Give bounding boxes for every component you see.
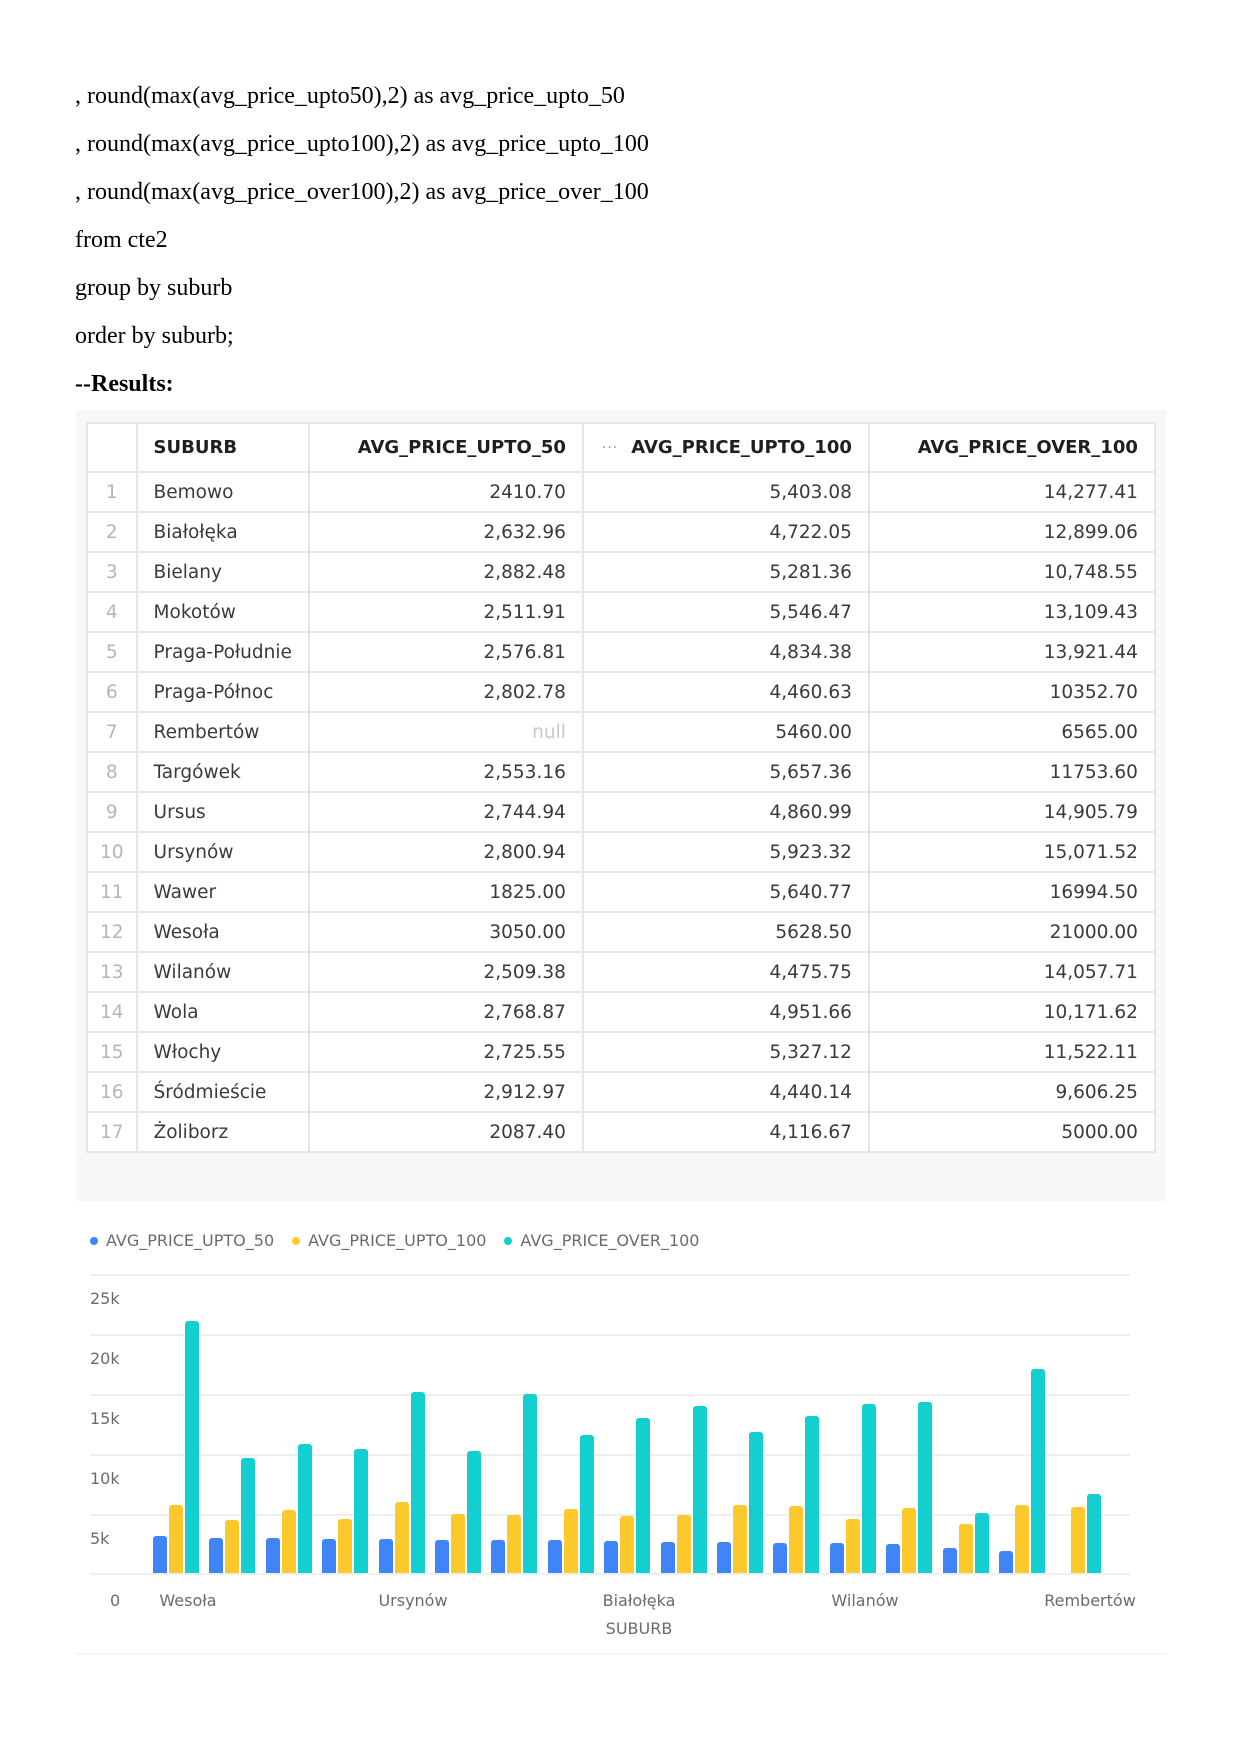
bar-upto-50[interactable] [322, 1539, 336, 1573]
table-row[interactable] [87, 672, 1155, 712]
cell-suburb[interactable]: Wawer [137, 872, 309, 912]
cell-avg-price-over-100[interactable]: 10,748.55 [869, 552, 1155, 592]
bar-upto-100[interactable] [338, 1519, 352, 1573]
bar-upto-100[interactable] [846, 1519, 860, 1573]
cell-avg-price-over-100[interactable]: 11,522.11 [869, 1032, 1155, 1072]
bar-upto-100[interactable] [564, 1509, 578, 1573]
cell-avg-price-upto-50[interactable]: 2,912.97 [309, 1072, 583, 1112]
results-table-panel [76, 410, 1166, 1201]
sql-line: group by suburb [75, 275, 233, 301]
bar-upto-100[interactable] [169, 1505, 183, 1573]
cell-avg-price-upto-50[interactable]: 1825.00 [309, 872, 583, 912]
bar-upto-50[interactable] [435, 1540, 449, 1573]
row-index: 10 [87, 832, 137, 872]
cell-avg-price-upto-100[interactable]: 4,116.67 [583, 1112, 869, 1152]
bar-upto-100[interactable] [677, 1515, 691, 1573]
row-index: 16 [87, 1072, 137, 1112]
bar-over-100[interactable] [805, 1416, 819, 1573]
bar-over-100[interactable] [354, 1449, 368, 1573]
cell-avg-price-upto-50[interactable]: null [309, 712, 583, 752]
column-header-avg-price-upto-100[interactable] [583, 423, 869, 472]
cell-avg-price-over-100[interactable]: 10352.70 [869, 672, 1155, 712]
column-header-avg-price-upto-50[interactable]: AVG_PRICE_UPTO_50 [309, 423, 583, 472]
cell-avg-price-over-100[interactable]: 14,057.71 [869, 952, 1155, 992]
bar-upto-50[interactable] [379, 1539, 393, 1573]
cell-suburb[interactable]: Targówek [137, 752, 309, 792]
bar-upto-100[interactable] [507, 1515, 521, 1573]
row-index: 2 [87, 512, 137, 552]
sql-line: , round(max(avg_price_over100),2) as avg_price_over_100 [75, 179, 649, 205]
table-row[interactable] [87, 832, 1155, 872]
bar-over-100[interactable] [411, 1392, 425, 1573]
cell-avg-price-upto-50[interactable]: 2,882.48 [309, 552, 583, 592]
bar-upto-50[interactable] [999, 1551, 1013, 1573]
bar-over-100[interactable] [467, 1451, 481, 1573]
bar-upto-50[interactable] [548, 1540, 562, 1573]
cell-avg-price-upto-100[interactable]: 5,403.08 [583, 472, 869, 512]
row-index: 7 [87, 712, 137, 752]
bar-upto-100[interactable] [282, 1510, 296, 1573]
cell-suburb[interactable]: Wesoła [137, 912, 309, 952]
row-index: 13 [87, 952, 137, 992]
row-index: 6 [87, 672, 137, 712]
table-row[interactable] [87, 592, 1155, 632]
x-tick-label: Ursynów [378, 1591, 448, 1610]
bar-upto-100[interactable] [959, 1524, 973, 1573]
row-index: 12 [87, 912, 137, 952]
cell-suburb[interactable]: Bielany [137, 552, 309, 592]
cell-avg-price-upto-100[interactable]: 5,657.36 [583, 752, 869, 792]
bar-upto-50[interactable] [266, 1538, 280, 1573]
cell-avg-price-over-100[interactable]: 14,905.79 [869, 792, 1155, 832]
sql-line: , round(max(avg_price_upto100),2) as avg_price_upto_100 [75, 131, 649, 157]
table-row[interactable] [87, 712, 1155, 752]
bar-over-100[interactable] [580, 1435, 594, 1573]
cell-avg-price-upto-50[interactable]: 2,553.16 [309, 752, 583, 792]
cell-suburb[interactable]: Praga-Północ [137, 672, 309, 712]
cell-avg-price-upto-100[interactable]: 5,281.36 [583, 552, 869, 592]
cell-avg-price-upto-100[interactable]: 5460.00 [583, 712, 869, 752]
cell-suburb[interactable]: Żoliborz [137, 1112, 309, 1152]
sql-line: order by suburb; [75, 323, 234, 349]
cell-avg-price-upto-50[interactable]: 2,511.91 [309, 592, 583, 632]
row-index: 4 [87, 592, 137, 632]
y-tick-label: 25k [90, 1289, 120, 1308]
bar-upto-50[interactable] [830, 1543, 844, 1573]
cell-avg-price-upto-100[interactable]: 5,923.32 [583, 832, 869, 872]
bar-over-100[interactable] [862, 1404, 876, 1573]
cell-avg-price-upto-50[interactable]: 2410.70 [309, 472, 583, 512]
cell-avg-price-over-100[interactable]: 10,171.62 [869, 992, 1155, 1032]
cell-avg-price-upto-50[interactable]: 2,768.87 [309, 992, 583, 1032]
bar-upto-100[interactable] [620, 1516, 634, 1573]
y-tick-label: 20k [90, 1349, 120, 1368]
bar-upto-50[interactable] [886, 1544, 900, 1573]
cell-avg-price-upto-50[interactable]: 2,576.81 [309, 632, 583, 672]
cell-avg-price-over-100[interactable]: 9,606.25 [869, 1072, 1155, 1112]
bar-upto-50[interactable] [209, 1538, 223, 1573]
cell-suburb[interactable]: Mokotów [137, 592, 309, 632]
y-tick-label: 10k [90, 1469, 120, 1488]
bar-upto-100[interactable] [1071, 1507, 1085, 1573]
row-index: 9 [87, 792, 137, 832]
table-row[interactable] [87, 992, 1155, 1032]
cell-avg-price-over-100[interactable]: 15,071.52 [869, 832, 1155, 872]
bar-upto-50[interactable] [153, 1536, 167, 1573]
row-index: 8 [87, 752, 137, 792]
cell-avg-price-over-100[interactable]: 12,899.06 [869, 512, 1155, 552]
bar-upto-50[interactable] [717, 1542, 731, 1573]
cell-suburb[interactable]: Ursynów [137, 832, 309, 872]
cell-suburb[interactable]: Białołęka [137, 512, 309, 552]
legend-label: AVG_PRICE_UPTO_50 [106, 1231, 275, 1250]
bar-over-100[interactable] [636, 1418, 650, 1573]
bar-upto-100[interactable] [395, 1502, 409, 1573]
cell-avg-price-over-100[interactable]: 14,277.41 [869, 472, 1155, 512]
results-table [86, 422, 1156, 1153]
table-row[interactable] [87, 512, 1155, 552]
cell-avg-price-upto-50[interactable]: 2,509.38 [309, 952, 583, 992]
cell-avg-price-over-100[interactable]: 13,921.44 [869, 632, 1155, 672]
bar-over-100[interactable] [1087, 1494, 1101, 1573]
bar-upto-100[interactable] [451, 1514, 465, 1573]
bar-upto-100[interactable] [789, 1506, 803, 1573]
cell-avg-price-over-100[interactable]: 5000.00 [869, 1112, 1155, 1152]
column-header-avg-price-over-100[interactable]: AVG_PRICE_OVER_100 [869, 423, 1155, 472]
bar-chart [76, 1215, 1166, 1655]
cell-suburb[interactable]: Bemowo [137, 472, 309, 512]
cell-avg-price-upto-50[interactable]: 2,632.96 [309, 512, 583, 552]
cell-suburb[interactable]: Śródmieście [137, 1072, 309, 1112]
cell-avg-price-over-100[interactable]: 6565.00 [869, 712, 1155, 752]
cell-avg-price-upto-100[interactable]: 4,440.14 [583, 1072, 869, 1112]
cell-avg-price-upto-100[interactable]: 5,546.47 [583, 592, 869, 632]
sql-line: , round(max(avg_price_upto50),2) as avg_price_upto_50 [75, 83, 625, 109]
table-row[interactable] [87, 792, 1155, 832]
cell-avg-price-over-100[interactable]: 13,109.43 [869, 592, 1155, 632]
table-row[interactable] [87, 1112, 1155, 1152]
x-axis-title: SUBURB [605, 1619, 673, 1638]
bar-upto-100[interactable] [902, 1508, 916, 1573]
row-index: 11 [87, 872, 137, 912]
bar-over-100[interactable] [241, 1458, 255, 1573]
row-index: 3 [87, 552, 137, 592]
y-tick-label: 5k [90, 1529, 110, 1548]
sql-line: from cte2 [75, 227, 168, 253]
bar-over-100[interactable] [975, 1513, 989, 1573]
cell-avg-price-upto-50[interactable]: 3050.00 [309, 912, 583, 952]
table-row[interactable] [87, 472, 1155, 512]
table-row[interactable] [87, 1032, 1155, 1072]
bar-over-100[interactable] [298, 1444, 312, 1573]
column-header-suburb[interactable]: SUBURB [137, 423, 309, 472]
cell-suburb[interactable]: Włochy [137, 1032, 309, 1072]
cell-avg-price-over-100[interactable]: 16994.50 [869, 872, 1155, 912]
cell-suburb[interactable]: Ursus [137, 792, 309, 832]
bar-upto-50[interactable] [604, 1541, 618, 1573]
x-tick-label: Białołęka [602, 1591, 676, 1610]
table-row[interactable] [87, 912, 1155, 952]
cell-avg-price-upto-100[interactable]: 5,640.77 [583, 872, 869, 912]
bar-upto-100[interactable] [733, 1505, 747, 1573]
sql-query-text [75, 72, 649, 408]
bar-upto-50[interactable] [661, 1542, 675, 1573]
bar-over-100[interactable] [185, 1321, 199, 1573]
legend-label: AVG_PRICE_OVER_100 [520, 1231, 700, 1250]
y-tick-label: 15k [90, 1409, 120, 1428]
cell-avg-price-upto-50[interactable]: 2,800.94 [309, 832, 583, 872]
table-row[interactable] [87, 752, 1155, 792]
bar-upto-100[interactable] [225, 1520, 239, 1573]
row-index: 15 [87, 1032, 137, 1072]
chart-bottom-divider [76, 1653, 1166, 1655]
cell-suburb[interactable]: Rembertów [137, 712, 309, 752]
table-row[interactable] [87, 1072, 1155, 1112]
results-heading: --Results: [75, 371, 174, 397]
cell-avg-price-upto-100[interactable]: 4,860.99 [583, 792, 869, 832]
table-row[interactable] [87, 632, 1155, 672]
cell-avg-price-upto-50[interactable]: 2,802.78 [309, 672, 583, 712]
cell-suburb[interactable]: Praga-Południe [137, 632, 309, 672]
cell-avg-price-over-100[interactable]: 11753.60 [869, 752, 1155, 792]
x-tick-label: Wilanów [831, 1591, 899, 1610]
table-row[interactable] [87, 872, 1155, 912]
cell-avg-price-upto-100[interactable]: 4,475.75 [583, 952, 869, 992]
cell-avg-price-upto-50[interactable]: 2087.40 [309, 1112, 583, 1152]
cell-avg-price-upto-50[interactable]: 2,725.55 [309, 1032, 583, 1072]
row-index: 17 [87, 1112, 137, 1152]
cell-avg-price-upto-100[interactable]: 4,951.66 [583, 992, 869, 1032]
bar-over-100[interactable] [1031, 1369, 1045, 1573]
table-row[interactable] [87, 952, 1155, 992]
bar-upto-50[interactable] [943, 1548, 957, 1573]
cell-avg-price-upto-100[interactable]: 4,460.63 [583, 672, 869, 712]
cell-avg-price-over-100[interactable]: 21000.00 [869, 912, 1155, 952]
bar-upto-50[interactable] [491, 1540, 505, 1573]
x-tick-label: Wesoła [159, 1591, 217, 1610]
bar-upto-50[interactable] [773, 1543, 787, 1573]
row-index: 14 [87, 992, 137, 1032]
column-header-index [87, 423, 137, 472]
cell-avg-price-upto-100[interactable]: 4,722.05 [583, 512, 869, 552]
bar-over-100[interactable] [693, 1406, 707, 1573]
bar-over-100[interactable] [918, 1402, 932, 1573]
table-header-row [87, 423, 1155, 472]
cell-avg-price-upto-50[interactable]: 2,744.94 [309, 792, 583, 832]
cell-avg-price-upto-100[interactable]: 4,834.38 [583, 632, 869, 672]
legend-label: AVG_PRICE_UPTO_100 [308, 1231, 487, 1250]
table-row[interactable] [87, 552, 1155, 592]
y-tick-label: 0 [110, 1591, 121, 1610]
cell-suburb[interactable]: Wilanów [137, 952, 309, 992]
bar-series-area [76, 1215, 1166, 1655]
row-index: 5 [87, 632, 137, 672]
row-index: 1 [87, 472, 137, 512]
cell-suburb[interactable]: Wola [137, 992, 309, 1032]
cell-avg-price-upto-100[interactable]: 5628.50 [583, 912, 869, 952]
x-tick-label: Rembertów [1044, 1591, 1136, 1610]
column-resize-handle-icon[interactable]: ··· [601, 439, 619, 456]
column-header-label: AVG_PRICE_UPTO_100 [631, 437, 852, 458]
bar-over-100[interactable] [523, 1394, 537, 1573]
bar-over-100[interactable] [749, 1432, 763, 1573]
cell-avg-price-upto-100[interactable]: 5,327.12 [583, 1032, 869, 1072]
bar-upto-100[interactable] [1015, 1505, 1029, 1573]
